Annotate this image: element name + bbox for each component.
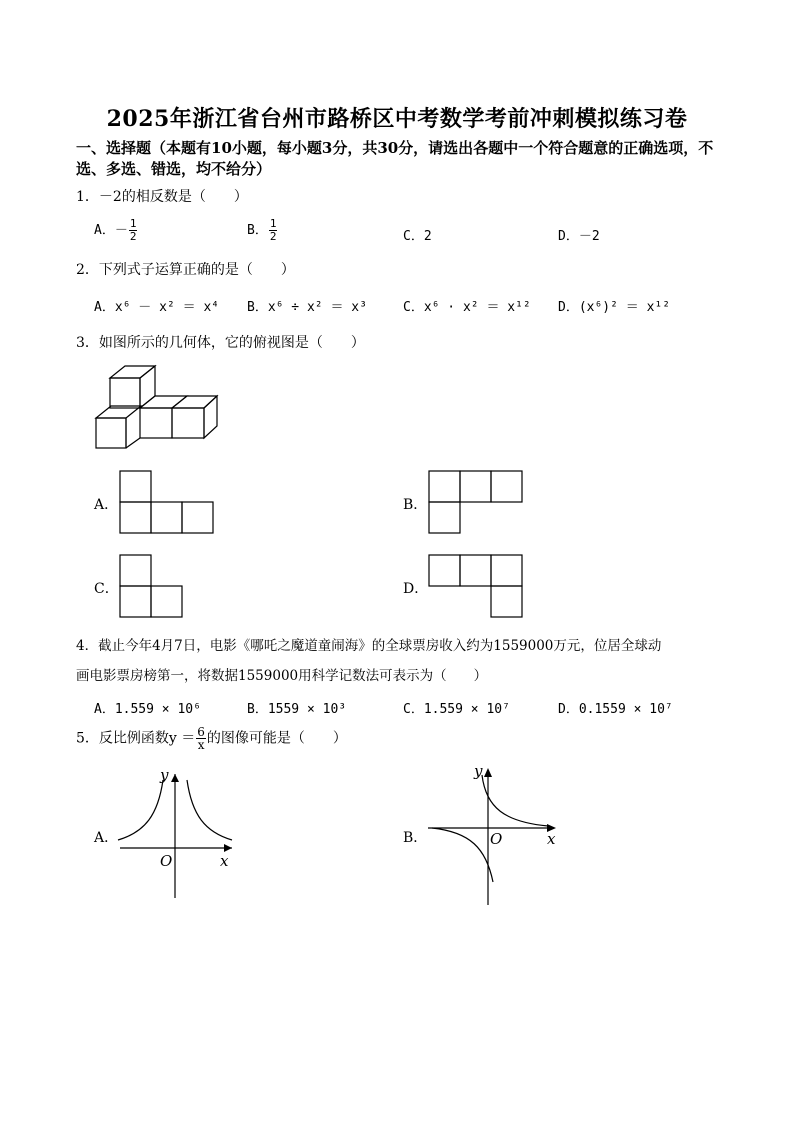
q3-label-a: A． bbox=[94, 497, 119, 513]
graph-a-y-arrow bbox=[171, 774, 179, 782]
q1-a-num: 1 bbox=[129, 217, 137, 230]
graph-a-x-arrow bbox=[224, 844, 232, 852]
section-heading: 一、选择题（本题有10小题，每小题3分，共30分，请选出各题中一个符合题意的正确选项，不选、多选、错选，均不给分） bbox=[76, 139, 714, 178]
option-a-figure bbox=[120, 471, 213, 533]
graph-b-left-branch bbox=[432, 828, 493, 882]
graph-b-y-arrow bbox=[484, 768, 492, 777]
graph-a-y-label: y bbox=[160, 766, 169, 784]
q1-stem: 1．－2的相反数是（ ） bbox=[76, 189, 248, 205]
option-b-figure bbox=[429, 471, 522, 533]
q5-label-a: A． bbox=[94, 830, 119, 846]
option-c-figure bbox=[120, 555, 182, 617]
q3-label-d: D． bbox=[403, 581, 429, 597]
q2-stem: 2．下列式子运算正确的是（ ） bbox=[76, 262, 295, 278]
q3-label-c: C． bbox=[94, 581, 119, 597]
q5-graph-a bbox=[118, 774, 232, 898]
q4-line1: 4．截止今年4月7日，电影《哪吒之魔道童闹海》的全球票房收入约为1559000万元，位居全球动 bbox=[76, 638, 662, 654]
q5-label-b: B． bbox=[403, 830, 428, 846]
option-d-figure bbox=[429, 555, 522, 617]
q5-stem-y: y ＝ bbox=[168, 730, 196, 747]
q3-label-b: B． bbox=[403, 497, 428, 513]
q4-option-b: B．1559 × 10³ bbox=[247, 702, 347, 717]
q2-option-b: B．x⁶ ÷ x² ＝ x³ bbox=[247, 300, 367, 315]
q5-stem bbox=[76, 726, 347, 751]
3d-solid-figure bbox=[96, 366, 217, 448]
q3-stem: 3．如图所示的几何体，它的俯视图是（ ） bbox=[76, 335, 365, 351]
q1-b-prefix: B． bbox=[247, 223, 268, 238]
graph-b-x-label: x bbox=[547, 830, 556, 848]
graph-a-x-label: x bbox=[220, 852, 229, 870]
q4-option-d: D．0.1559 × 10⁷ bbox=[558, 702, 673, 717]
graph-b-origin-label: O bbox=[490, 830, 503, 848]
q4-option-c: C．1.559 × 10⁷ bbox=[403, 702, 510, 717]
q1-a-prefix: A．－ bbox=[94, 223, 128, 238]
q5-stem-prefix: 5．反比例函数 bbox=[76, 730, 169, 747]
q2-option-d: D．(x⁶)² ＝ x¹² bbox=[558, 300, 671, 315]
q2-option-a: A．x⁶ － x² ＝ x⁴ bbox=[94, 300, 220, 315]
graph-b-y-label: y bbox=[474, 762, 483, 780]
q1-a-den: 2 bbox=[129, 230, 137, 243]
graph-b-right-branch bbox=[482, 775, 548, 826]
q5-num: 6 bbox=[197, 725, 205, 739]
page-title: 2025年浙江省台州市路桥区中考数学考前冲刺模拟练习卷 bbox=[106, 106, 688, 132]
q1-option-d: D．－2 bbox=[558, 229, 600, 244]
q1-b-den: 2 bbox=[269, 230, 277, 243]
graph-a-right-branch bbox=[187, 780, 232, 840]
q5-fraction bbox=[196, 726, 206, 751]
q4-line2: 画电影票房榜第一，将数据1559000用科学记数法可表示为（ ） bbox=[76, 668, 488, 684]
q5-den: x bbox=[197, 738, 205, 752]
q2-option-c: C．x⁶ · x² ＝ x¹² bbox=[403, 300, 531, 315]
graph-a-left-branch bbox=[118, 780, 163, 840]
graph-a-origin-label: O bbox=[160, 852, 173, 870]
q5-stem-suffix: 的图像可能是（ ） bbox=[206, 730, 347, 747]
q1-b-num: 1 bbox=[269, 217, 277, 230]
q1-option-c: C．2 bbox=[403, 229, 432, 244]
q4-option-a: A．1.559 × 10⁶ bbox=[94, 702, 201, 717]
